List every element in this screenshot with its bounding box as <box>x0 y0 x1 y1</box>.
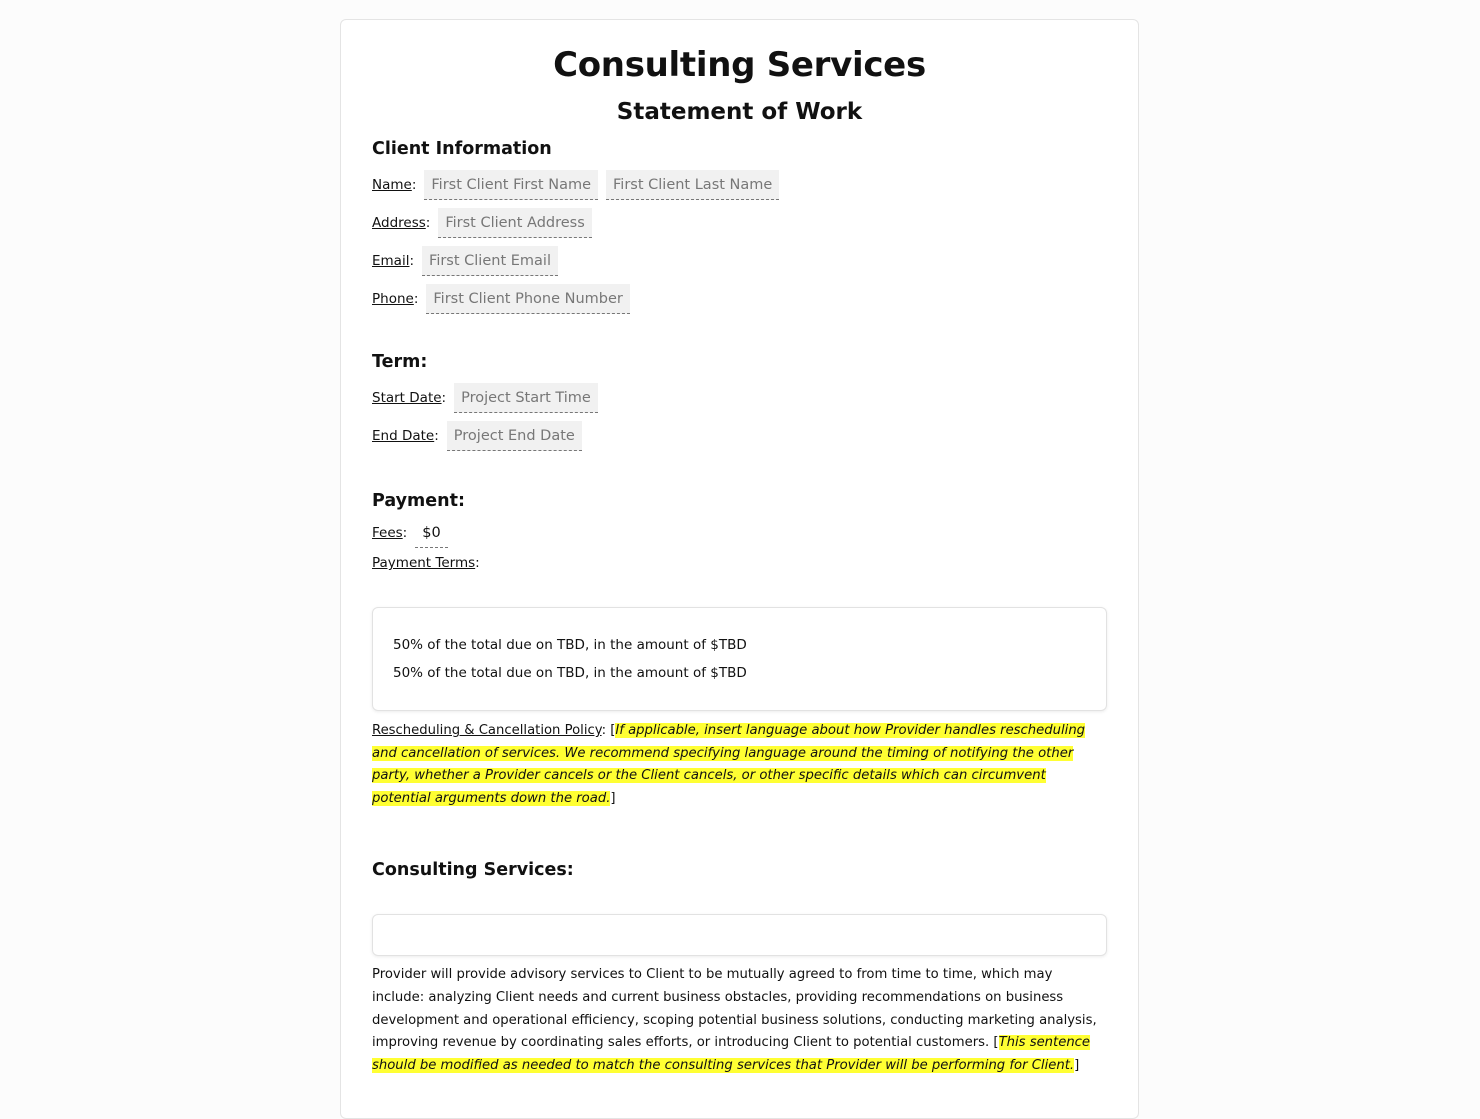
fees-label: Fees <box>372 525 403 541</box>
end-date-label: End Date <box>372 428 435 444</box>
term-section <box>372 351 1107 451</box>
payment-heading: Payment: <box>372 491 465 511</box>
consulting-services-heading: Consulting Services: <box>372 860 574 881</box>
installment-line: 50% of the total due on TBD, in the amount of $TBD <box>393 637 747 653</box>
client-information-heading: Client Information <box>372 139 552 159</box>
consulting-services-description: Provider will provide advisory services to Client to be mutually agreed to from time to time, which may include: analyzing Client needs and current business obstacles, providing recommendations on business development and operational efficiency, scoping potential business solutions, conducting marketing analysis, improving revenue by coordinating sales efforts, or introducing Client to potential customers. <box>372 967 1097 1051</box>
payment-terms-box[interactable] <box>372 607 1107 711</box>
email-row: Email : First Client Email <box>372 246 1107 276</box>
client-information-section <box>372 138 1107 314</box>
fees-row: Fees : $0 <box>372 518 1107 548</box>
phone-label: Phone <box>372 291 414 307</box>
consulting-services-paragraph: Provider will provide advisory services to Client to be mutually agreed to from time to time, which may include: analyzing Client needs and current business obstacles, providing recommendations on business development and operational efficiency, scoping potential business solutions, conducting marketing analysis, improving revenue by coordinating sales efforts, or introducing Client to potential customers. [This sentence should be modified as needed to match the consulting services that Provider will be performing for Client.] <box>372 967 1097 1073</box>
fees-field[interactable]: $0 <box>415 518 447 548</box>
consulting-services-section <box>372 859 1107 1077</box>
rescheduling-policy-paragraph: Rescheduling & Cancellation Policy: [If applicable, insert language about how Provider handles rescheduling and cancellation of services. We recommend specifying language around the timing of notifying the other party, whether a Provider cancels or the Client cancels, or other specific details which can circumvent potential arguments down the road.] <box>372 723 1086 806</box>
phone-row: Phone : First Client Phone Number <box>372 284 1107 314</box>
start-date-field[interactable]: Project Start Time <box>454 383 598 413</box>
last-name-field[interactable]: First Client Last Name <box>606 170 779 200</box>
end-date-field[interactable]: Project End Date <box>447 421 582 451</box>
consulting-services-box[interactable] <box>372 914 1107 956</box>
start-date-label: Start Date <box>372 390 442 406</box>
installment-line: 50% of the total due on TBD, in the amount of $TBD <box>393 665 747 681</box>
rescheduling-policy-label: Rescheduling & Cancellation Policy <box>372 723 602 738</box>
payment-section <box>372 490 1107 810</box>
consulting-services-note: This sentence should be modified as needed to match the consulting services that Provider will be performing for Client. <box>372 1035 1091 1073</box>
document-subtitle: Statement of Work <box>616 99 863 125</box>
payment-terms-label: Payment Terms <box>372 555 476 571</box>
address-row: Address : First Client Address <box>372 208 1107 238</box>
name-label: Name <box>372 177 412 193</box>
address-label: Address <box>372 215 426 231</box>
payment-terms-row: Payment Terms : <box>372 555 480 571</box>
phone-field[interactable]: First Client Phone Number <box>426 284 629 314</box>
email-field[interactable]: First Client Email <box>422 246 558 276</box>
end-date-row: End Date : Project End Date <box>372 421 1107 451</box>
document-page <box>340 19 1139 1119</box>
term-heading: Term: <box>372 352 428 372</box>
email-label: Email <box>372 253 410 269</box>
first-name-field[interactable]: First Client First Name <box>424 170 598 200</box>
name-row: Name : First Client First Name First Client Last Name <box>372 170 1107 200</box>
document-title: Consulting Services <box>553 45 926 85</box>
address-field[interactable]: First Client Address <box>438 208 591 238</box>
rescheduling-policy-placeholder: If applicable, insert language about how Provider handles rescheduling and cancellation of services. We recommend specifying language around the timing of notifying the other party, whether a Provider cancels or the Client cancels, or other specific details which can circumvent potential arguments down the road. <box>372 723 1086 806</box>
start-date-row: Start Date : Project Start Time <box>372 383 1107 413</box>
